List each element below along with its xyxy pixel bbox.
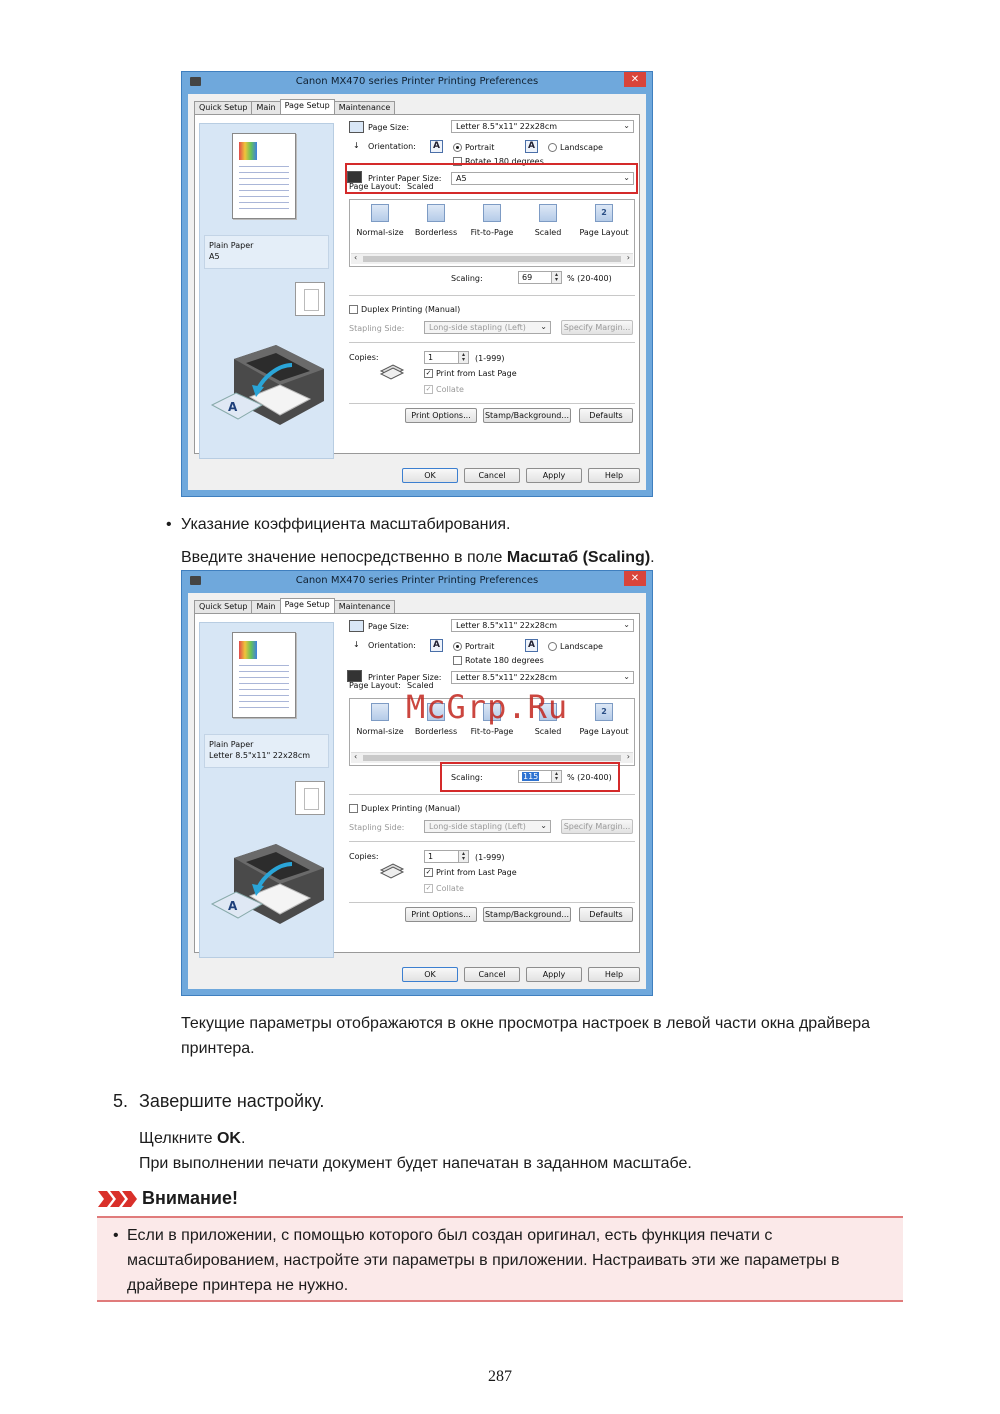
scaling-label: Scaling: — [451, 773, 483, 782]
orientation-label: Orientation: — [368, 641, 416, 650]
bullet-mark: • — [166, 516, 172, 533]
tab-quick-setup[interactable]: Quick Setup — [194, 101, 252, 114]
page-layout-label: Page Layout: — [349, 681, 401, 690]
scroll-left-icon[interactable]: ‹ — [354, 752, 358, 761]
page-size-select[interactable] — [451, 120, 634, 133]
help-button[interactable]: Help — [588, 468, 640, 483]
caution-bullet: • — [113, 1227, 119, 1244]
tab-main[interactable]: Main — [251, 101, 280, 114]
layout-scrollbar[interactable] — [351, 253, 633, 264]
stamp-background-button[interactable]: Stamp/Background... — [483, 408, 571, 423]
page-layout-value: Scaled — [407, 681, 434, 690]
svg-text:A: A — [228, 899, 238, 913]
portrait-label: Portrait — [465, 143, 495, 152]
printer-preferences-dialog-2 — [181, 570, 653, 996]
duplex-checkbox[interactable] — [349, 305, 358, 314]
close-button[interactable]: ✕ — [624, 72, 646, 87]
ok-button[interactable]: OK — [402, 468, 458, 483]
scaling-range: % (20-400) — [567, 274, 612, 283]
title-bar — [182, 571, 652, 591]
scaling-range: % (20-400) — [567, 773, 612, 782]
chevron-down-icon: ⌄ — [623, 173, 630, 182]
copies-value: 1 — [428, 353, 434, 362]
layout-normal-size[interactable]: Normal-size — [354, 703, 406, 736]
layout-scaled[interactable]: Scaled — [522, 204, 574, 237]
scroll-left-icon[interactable]: ‹ — [354, 253, 358, 262]
divider — [349, 403, 635, 404]
portrait-icon: A — [430, 140, 443, 153]
print-last-label: Print from Last Page — [436, 868, 517, 877]
page-size-select[interactable] — [451, 619, 634, 632]
portrait-icon: A — [430, 639, 443, 652]
tab-page-setup[interactable]: Page Setup — [280, 598, 335, 613]
print-last-checkbox[interactable]: ✓ — [425, 369, 432, 377]
print-options-button[interactable]: Print Options... — [405, 408, 477, 423]
chevron-down-icon: ⌄ — [623, 121, 630, 130]
copies-range: (1-999) — [475, 354, 505, 363]
step-title: Завершите настройку. — [139, 1091, 325, 1111]
paper-type: Plain Paper — [209, 241, 254, 250]
apply-button[interactable]: Apply — [526, 967, 582, 982]
landscape-icon: A — [525, 639, 538, 652]
chevron-down-icon: ⌄ — [623, 620, 630, 629]
cancel-button[interactable]: Cancel — [464, 967, 520, 982]
tab-main[interactable]: Main — [251, 600, 280, 613]
duplex-checkbox[interactable] — [349, 804, 358, 813]
rotate-label: Rotate 180 degrees — [465, 157, 544, 166]
scaled-icon — [539, 204, 557, 222]
printer-paper-size-label: Printer Paper Size: — [368, 673, 442, 682]
page-size-label: Page Size: — [368, 622, 410, 631]
print-options-button[interactable]: Print Options... — [405, 907, 477, 922]
copies-value: 1 — [428, 852, 434, 861]
portrait-radio[interactable] — [453, 143, 462, 152]
print-last-checkbox[interactable]: ✓ — [425, 868, 432, 876]
cancel-button[interactable]: Cancel — [464, 468, 520, 483]
ok-button[interactable]: OK — [402, 967, 458, 982]
layout-borderless[interactable]: Borderless — [410, 204, 462, 237]
click-ok-line: Щелкните OK. — [139, 1130, 246, 1147]
copies-input[interactable] — [424, 351, 469, 364]
divider — [349, 295, 635, 296]
caution-line-1: Если в приложении, с помощью которого был создан оригинал, есть функция печати с — [127, 1227, 773, 1244]
portrait-label: Portrait — [465, 642, 495, 651]
page-layout-icon: 2 — [595, 703, 613, 721]
stapling-select[interactable] — [424, 820, 551, 833]
copies-range: (1-999) — [475, 853, 505, 862]
collate-checkbox[interactable]: ✓ — [425, 884, 432, 892]
page-setup-panel — [194, 613, 640, 953]
help-button[interactable]: Help — [588, 967, 640, 982]
page-size-label: Page Size: — [368, 123, 410, 132]
caution-chevron-icon — [98, 1190, 138, 1208]
landscape-icon: A — [525, 140, 538, 153]
portrait-radio[interactable] — [453, 642, 462, 651]
current-settings-line-2: принтера. — [181, 1040, 255, 1057]
printer-preferences-dialog-1 — [181, 71, 653, 497]
tab-quick-setup[interactable]: Quick Setup — [194, 600, 252, 613]
collate-label: Collate — [436, 385, 464, 394]
paper-info — [204, 734, 329, 768]
svg-text:A: A — [228, 400, 238, 414]
page-size-icon — [349, 620, 364, 632]
settings-preview — [199, 123, 334, 459]
layout-fit-to-page[interactable]: Fit-to-Page — [466, 703, 518, 736]
specify-margin-button[interactable]: Specify Margin... — [561, 819, 633, 834]
stapling-value: Long-side stapling (Left) — [429, 323, 526, 332]
scaling-instruction: Введите значение непосредственно в поле Масштаб (Scaling). — [181, 549, 655, 566]
scaling-value: 69 — [522, 273, 533, 282]
orientation-arrow-icon: ↓ — [353, 141, 360, 150]
landscape-label: Landscape — [560, 143, 603, 152]
caution-title: Внимание! — [142, 1188, 238, 1208]
ok-term: OK — [216, 1130, 241, 1147]
divider — [349, 342, 635, 343]
orientation-preview — [295, 781, 325, 815]
orientation-arrow-icon: ↓ — [353, 640, 360, 649]
caution-line-3: драйвере принтера не нужно. — [127, 1277, 349, 1294]
tab-bar — [194, 100, 394, 114]
paper-info — [204, 235, 329, 269]
scaling-value: 115 — [523, 772, 539, 781]
stapling-value: Long-side stapling (Left) — [429, 822, 526, 831]
page-layout-icon: 2 — [595, 204, 613, 222]
caution-line-2: масштабированием, настройте эти параметры в приложении. Настраивать эти же параметры в — [127, 1252, 840, 1269]
paper-size-info: Letter 8.5"x11" 22x28cm — [209, 751, 311, 760]
divider — [349, 794, 635, 795]
copies-input[interactable] — [424, 850, 469, 863]
tab-maintenance[interactable]: Maintenance — [334, 600, 396, 613]
chevron-down-icon: ⌄ — [540, 821, 547, 830]
normal-size-icon — [371, 204, 389, 222]
page-layout-value: Scaled — [407, 182, 434, 191]
scroll-right-icon[interactable]: › — [626, 253, 630, 262]
specify-margin-button[interactable]: Specify Margin... — [561, 320, 633, 335]
fit-to-page-icon — [483, 204, 501, 222]
page-size-icon — [349, 121, 364, 133]
duplex-label: Duplex Printing (Manual) — [361, 305, 461, 314]
result-line: При выполнении печати документ будет напечатан в заданном масштабе. — [139, 1155, 692, 1172]
dialog-title: Canon MX470 series Printer Printing Preferences — [295, 76, 539, 87]
orientation-label: Orientation: — [368, 142, 416, 151]
stapling-label: Stapling Side: — [349, 324, 405, 333]
tab-page-setup[interactable]: Page Setup — [280, 99, 335, 114]
layout-page-layout[interactable]: 2 Page Layout — [578, 703, 630, 736]
scaling-input[interactable] — [518, 271, 562, 284]
landscape-radio[interactable] — [548, 143, 557, 152]
current-settings-line-1: Текущие параметры отображаются в окне просмотра настроек в левой части окна драйвера — [181, 1015, 871, 1032]
paper-type: Plain Paper — [209, 740, 254, 749]
title-bar — [182, 72, 652, 92]
copies-label: Copies: — [349, 852, 379, 861]
printer-paper-size-value: A5 — [456, 174, 467, 183]
print-last-label: Print from Last Page — [436, 369, 517, 378]
bullet-scaling-heading: Указание коэффициента масштабирования. — [181, 516, 511, 533]
collate-checkbox[interactable]: ✓ — [425, 385, 432, 393]
landscape-label: Landscape — [560, 642, 603, 651]
paper-size-info: A5 — [209, 252, 220, 261]
step-number: 5. — [113, 1091, 129, 1111]
normal-size-icon — [371, 703, 389, 721]
dialog-title: Canon MX470 series Printer Printing Preferences — [295, 575, 539, 586]
duplex-label: Duplex Printing (Manual) — [361, 804, 461, 813]
page-size-value: Letter 8.5"x11" 22x28cm — [456, 621, 558, 630]
landscape-radio[interactable] — [548, 642, 557, 651]
rotate-label: Rotate 180 degrees — [465, 656, 544, 665]
printer-illustration — [206, 339, 330, 439]
copies-label: Copies: — [349, 353, 379, 362]
printer-paper-size-label: Printer Paper Size: — [368, 174, 442, 183]
copies-icon — [379, 361, 405, 381]
close-button[interactable]: ✕ — [624, 571, 646, 586]
highlight-scaling — [440, 762, 620, 792]
divider — [349, 902, 635, 903]
page-preview-sheet — [232, 133, 296, 219]
collate-label: Collate — [436, 884, 464, 893]
stamp-background-button[interactable]: Stamp/Background... — [483, 907, 571, 922]
scaling-label: Scaling: — [451, 274, 483, 283]
page-number: 287 — [488, 1368, 512, 1385]
scroll-right-icon[interactable]: › — [626, 752, 630, 761]
page-size-value: Letter 8.5"x11" 22x28cm — [456, 122, 558, 131]
defaults-button[interactable]: Defaults — [579, 408, 633, 423]
copies-icon — [379, 860, 405, 880]
stapling-select[interactable] — [424, 321, 551, 334]
layout-normal-size[interactable]: Normal-size — [354, 204, 406, 237]
scaling-field-name: Масштаб (Scaling) — [506, 549, 651, 566]
settings-preview — [199, 622, 334, 958]
defaults-button[interactable]: Defaults — [579, 907, 633, 922]
caution-box — [97, 1216, 903, 1302]
printer-illustration — [206, 838, 330, 938]
chevron-down-icon: ⌄ — [623, 672, 630, 681]
spin-arrows-icon[interactable]: ▴ ▾ — [458, 352, 468, 363]
layout-borderless[interactable]: Borderless — [410, 703, 462, 736]
stapling-label: Stapling Side: — [349, 823, 405, 832]
printer-paper-size-value: Letter 8.5"x11" 22x28cm — [456, 673, 558, 682]
layout-fit-to-page[interactable]: Fit-to-Page — [466, 204, 518, 237]
borderless-icon — [427, 204, 445, 222]
page-layout-label: Page Layout: — [349, 182, 401, 191]
page-setup-panel — [194, 114, 640, 454]
layout-scaled[interactable]: Scaled — [522, 703, 574, 736]
page-layout-list — [349, 199, 635, 267]
divider — [349, 841, 635, 842]
orientation-preview — [295, 282, 325, 316]
spin-arrows-icon[interactable]: ▴ ▾ — [551, 272, 561, 283]
tab-maintenance[interactable]: Maintenance — [334, 101, 396, 114]
apply-button[interactable]: Apply — [526, 468, 582, 483]
page-preview-sheet — [232, 632, 296, 718]
watermark: McGrp.Ru — [406, 688, 569, 726]
spin-arrows-icon[interactable]: ▴ ▾ — [551, 771, 561, 782]
rotate-checkbox[interactable] — [453, 656, 462, 665]
layout-page-layout[interactable]: 2 Page Layout — [578, 204, 630, 237]
spin-arrows-icon[interactable]: ▴ ▾ — [458, 851, 468, 862]
chevron-down-icon: ⌄ — [540, 322, 547, 331]
tab-bar — [194, 599, 394, 613]
printer-paper-size-select[interactable] — [451, 671, 634, 684]
